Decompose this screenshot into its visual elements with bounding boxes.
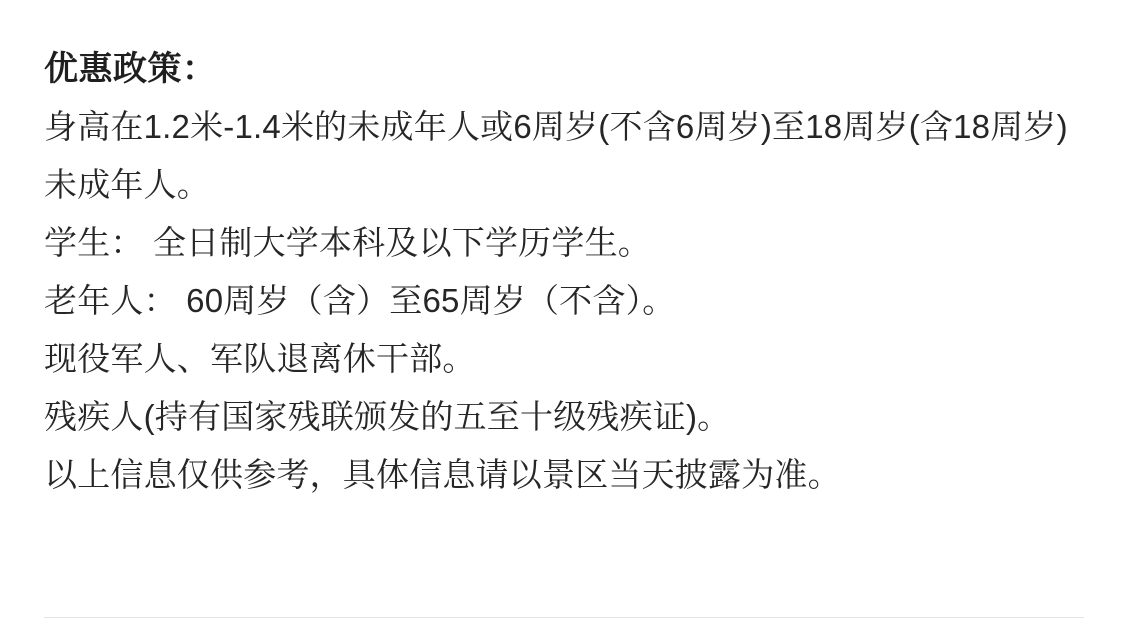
policy-line-students: 学生： 全日制大学本科及以下学历学生。	[44, 224, 651, 261]
policy-line-military: 现役军人、军队退离休干部。	[44, 340, 476, 377]
policy-title: 优惠政策：	[44, 50, 217, 88]
policy-line-minors: 身高在1.2米-1.4米的未成年人或6周岁(不含6周岁)至18周岁(含18周岁)未成年人。	[44, 108, 1068, 203]
section-divider	[44, 617, 1084, 618]
policy-line-seniors: 老年人： 60周岁（含）至65周岁（不含）。	[44, 282, 676, 319]
discount-policy-section	[44, 40, 1084, 504]
policy-line-disabled: 残疾人(持有国家残联颁发的五至十级残疾证)。	[44, 398, 731, 435]
policy-line-disclaimer: 以上信息仅供参考，具体信息请以景区当天披露为准。	[44, 456, 841, 493]
